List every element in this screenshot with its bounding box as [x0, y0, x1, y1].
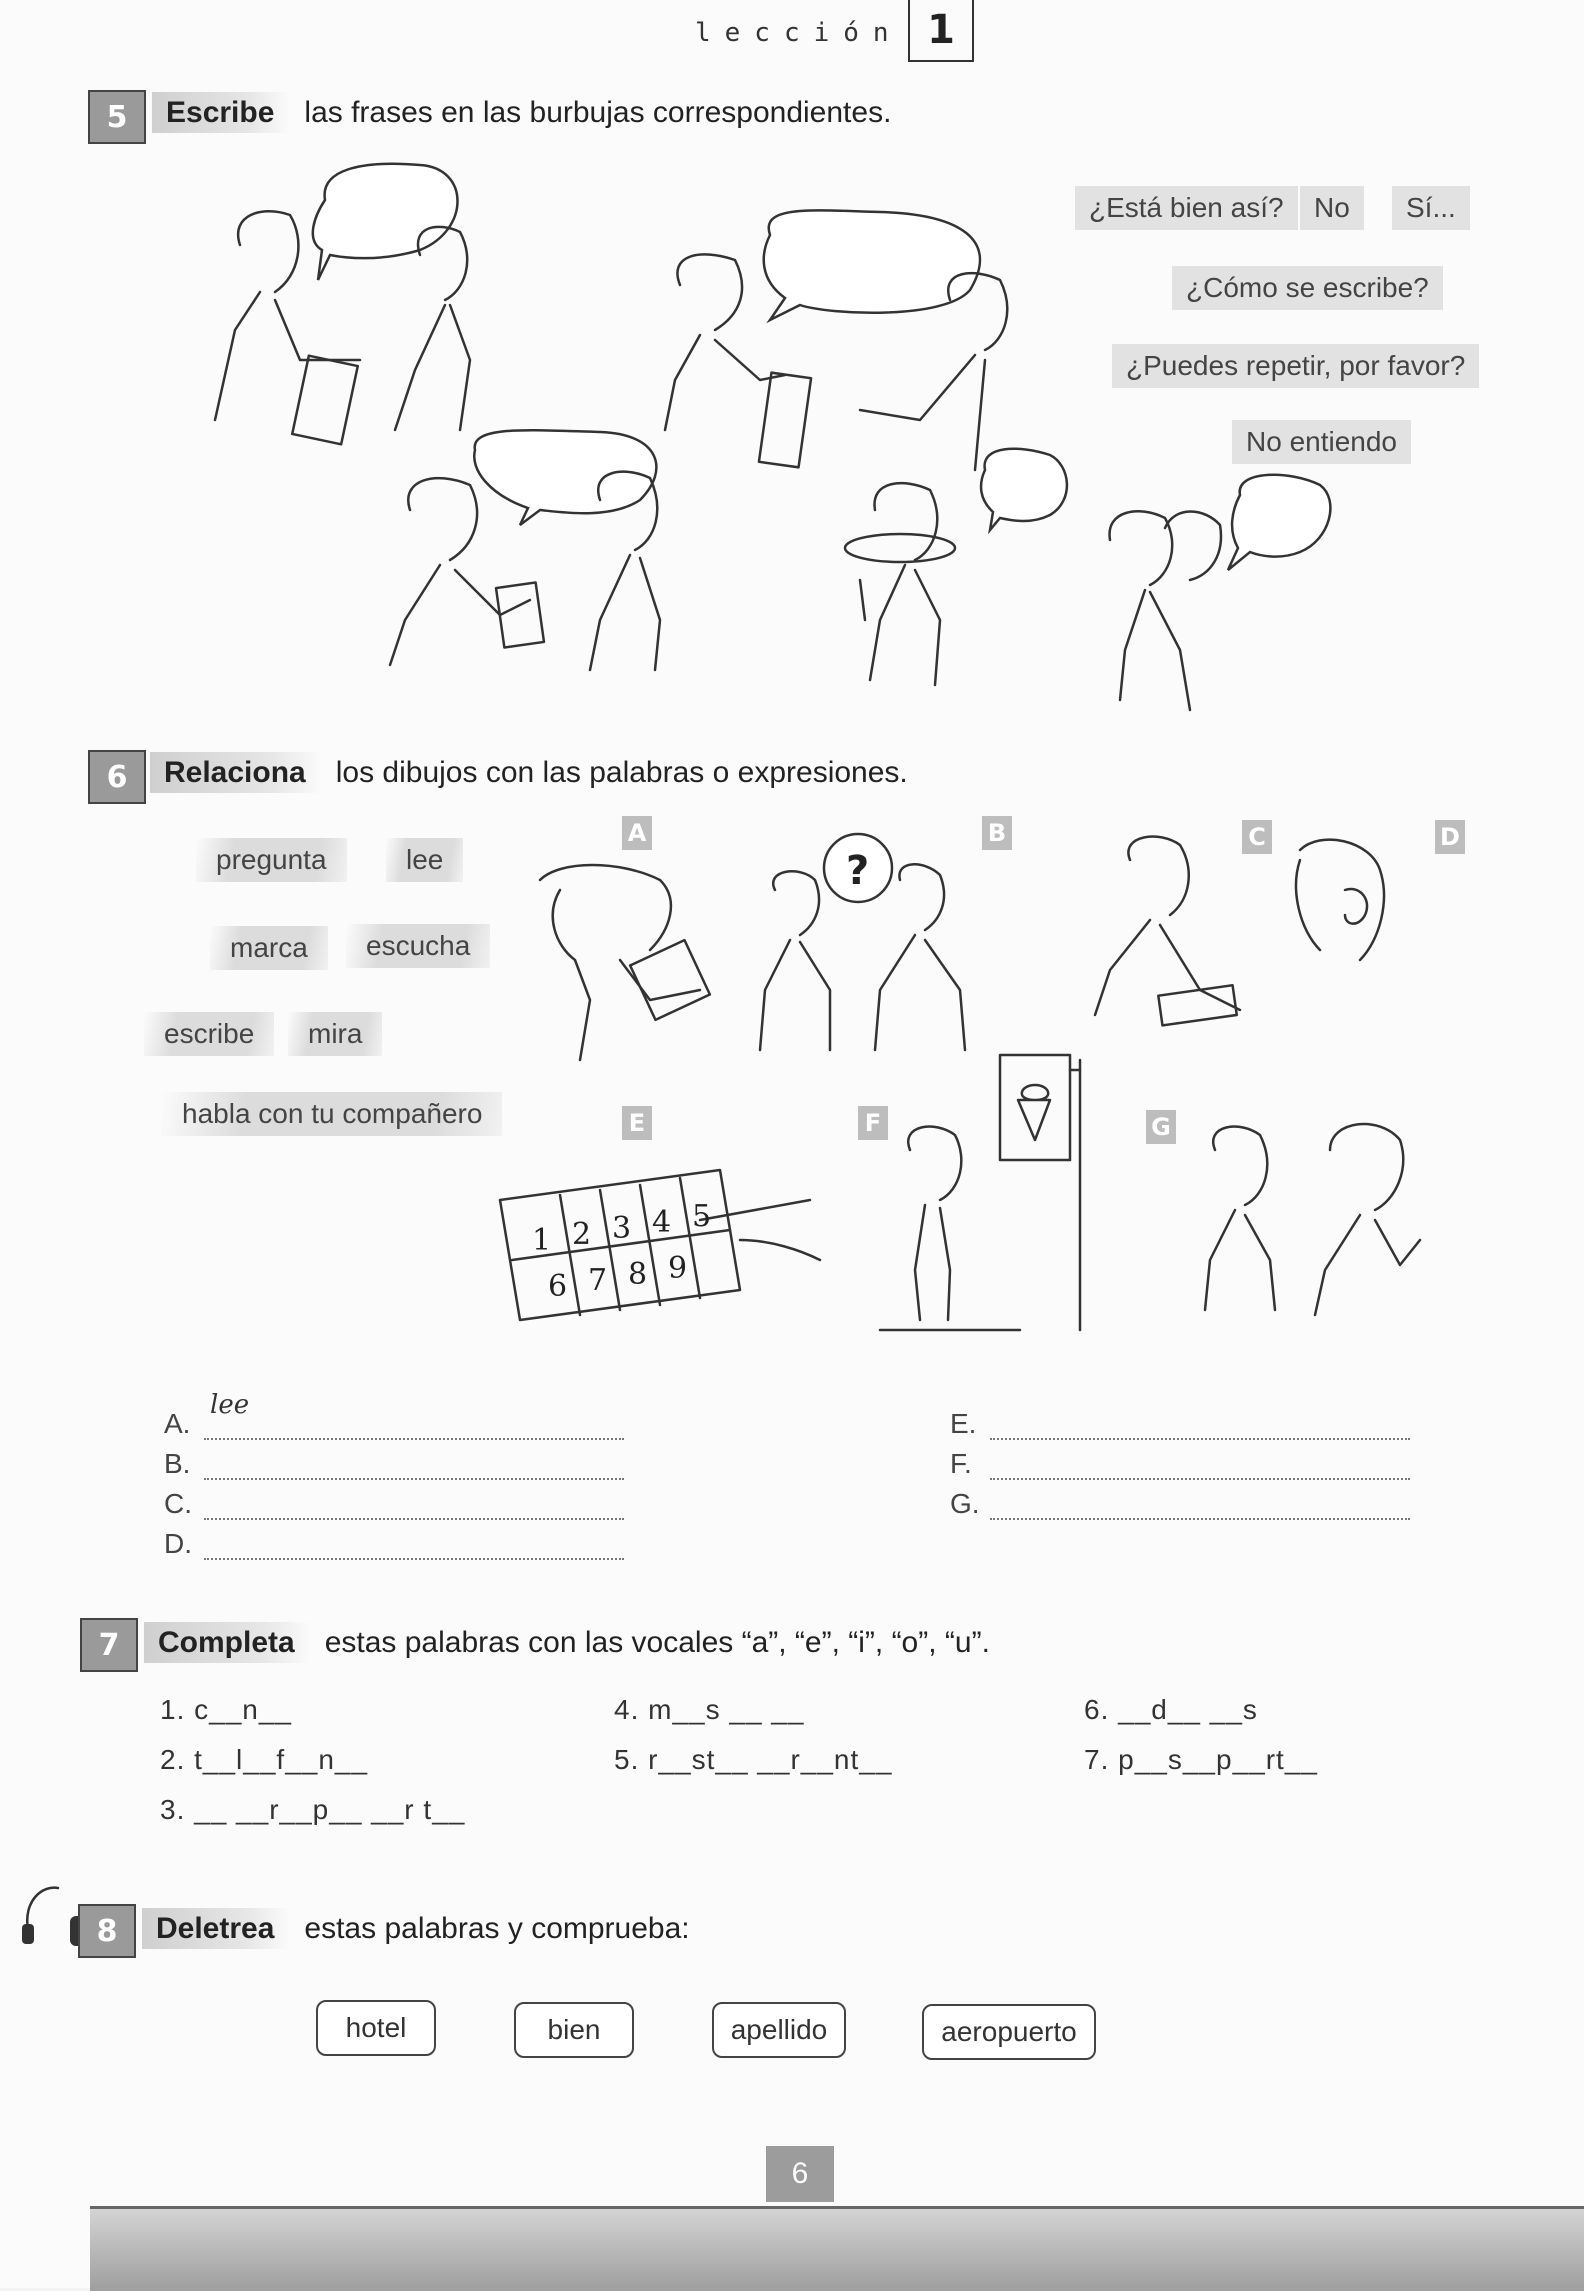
- word-lee: lee: [386, 838, 463, 882]
- word-habla-con-tu-companero: habla con tu compañero: [162, 1092, 502, 1136]
- picture-label-e: E: [622, 1106, 652, 1140]
- answer-row-a: A. lee: [164, 1400, 634, 1440]
- word-button-hotel[interactable]: hotel: [316, 2000, 436, 2056]
- word-escribe: escribe: [144, 1012, 274, 1056]
- phrase-como-se-escribe: ¿Cómo se escribe?: [1172, 266, 1443, 310]
- exercise-7-instruction: [144, 1626, 990, 1660]
- word-mira: mira: [288, 1012, 382, 1056]
- word-marca: marca: [210, 926, 328, 970]
- answer-row-e: E.: [950, 1400, 1420, 1440]
- completion-item-5[interactable]: 5. r__st__ __r__nt__: [614, 1744, 893, 1775]
- completion-item-4[interactable]: 4. m__s __ __: [614, 1694, 805, 1725]
- exercise-7-verb: Completa: [144, 1622, 311, 1663]
- answers-right-column: [950, 1400, 1420, 1520]
- picture-label-a: A: [622, 816, 652, 850]
- exercise-8-number: 8: [78, 1904, 136, 1958]
- word-button-bien[interactable]: bien: [514, 2002, 634, 2058]
- exercise-6-verb: Relaciona: [150, 752, 322, 793]
- drawing-b-asking: [760, 834, 965, 1050]
- phrase-esta-bien-asi: ¿Está bien así?: [1075, 186, 1298, 230]
- completion-item-3[interactable]: 3. __ __r__p__ __r t__: [160, 1794, 466, 1825]
- answer-row-b: B.: [164, 1440, 634, 1480]
- grid-number-7: 7: [588, 1263, 608, 1298]
- answers-left-column: [164, 1390, 634, 1560]
- phrase-no: No: [1300, 186, 1364, 230]
- grid-number-9: 9: [668, 1251, 688, 1286]
- answer-row-d: D.: [164, 1520, 634, 1560]
- page-bottom-edge: [90, 2206, 1584, 2291]
- phrase-puedes-repetir: ¿Puedes repetir, por favor?: [1112, 344, 1479, 388]
- grid-number-5: 5: [692, 1199, 712, 1234]
- answer-row-f: F.: [950, 1440, 1420, 1480]
- grid-number-2: 2: [572, 1217, 592, 1252]
- svg-text:?: ?: [846, 848, 870, 894]
- answer-field-c[interactable]: [204, 1488, 624, 1520]
- lesson-label: lección: [695, 18, 903, 48]
- answer-field-d[interactable]: [204, 1528, 624, 1560]
- answer-field-f[interactable]: [990, 1448, 1410, 1480]
- word-button-aeropuerto[interactable]: aeropuerto: [922, 2004, 1096, 2060]
- answer-field-g[interactable]: [990, 1488, 1410, 1520]
- answer-field-e[interactable]: [990, 1408, 1410, 1440]
- exercise-8-instruction: [142, 1912, 690, 1946]
- picture-label-c: C: [1242, 820, 1272, 854]
- exercise-5-text: las frases en las burbujas correspondientes.: [304, 96, 892, 129]
- word-escucha: escucha: [346, 924, 490, 968]
- page-number: 6: [766, 2146, 834, 2202]
- exercise-8-text: estas palabras y comprueba:: [304, 1912, 690, 1945]
- picture-label-d: D: [1435, 820, 1465, 854]
- picture-label-g: G: [1146, 1110, 1176, 1144]
- completion-item-7[interactable]: 7. p__s__p__rt__: [1084, 1744, 1318, 1775]
- grid-number-6: 6: [548, 1269, 568, 1304]
- phrase-no-entiendo: No entiendo: [1232, 420, 1411, 464]
- exercise-6-number: 6: [88, 750, 146, 804]
- answer-row-g: G.: [950, 1480, 1420, 1520]
- completion-item-2[interactable]: 2. t__l__f__n__: [160, 1744, 369, 1775]
- exercise-5-number: 5: [88, 90, 146, 144]
- exercise-7-text: estas palabras con las vocales “a”, “e”, “i”, “o”, “u”.: [324, 1626, 990, 1659]
- picture-label-f: F: [858, 1106, 888, 1140]
- exercise-5-verb: Escribe: [152, 92, 290, 133]
- grid-number-8: 8: [628, 1257, 648, 1292]
- drawing-c-writing: [1095, 837, 1240, 1026]
- word-button-apellido[interactable]: apellido: [712, 2002, 846, 2058]
- phrase-si: Sí...: [1392, 186, 1470, 230]
- picture-label-b: B: [982, 816, 1012, 850]
- drawing-g-talking: [1205, 1124, 1420, 1315]
- completion-item-6[interactable]: 6. __d__ __s: [1084, 1694, 1258, 1725]
- exercise-8-verb: Deletrea: [142, 1908, 290, 1949]
- headphones-icon: [18, 1880, 78, 1950]
- drawing-a-reading: [540, 865, 710, 1060]
- completion-item-1[interactable]: 1. c__n__: [160, 1694, 292, 1725]
- grid-number-4: 4: [652, 1205, 672, 1240]
- answer-row-c: C.: [164, 1480, 634, 1520]
- grid-number-3: 3: [612, 1211, 632, 1246]
- answer-field-a[interactable]: lee: [204, 1408, 624, 1440]
- drawing-e-grid-numbers: [532, 1199, 711, 1304]
- exercise-6-text: los dibujos con las palabras o expresiones.: [335, 756, 908, 789]
- drawing-d-listening: [1296, 840, 1384, 960]
- answer-field-b[interactable]: [204, 1448, 624, 1480]
- lesson-number: 1: [908, 0, 974, 62]
- word-pregunta: pregunta: [196, 838, 347, 882]
- drawing-f-looking: [880, 1055, 1080, 1330]
- grid-number-1: 1: [532, 1223, 552, 1258]
- exercise-7-number: 7: [80, 1618, 138, 1672]
